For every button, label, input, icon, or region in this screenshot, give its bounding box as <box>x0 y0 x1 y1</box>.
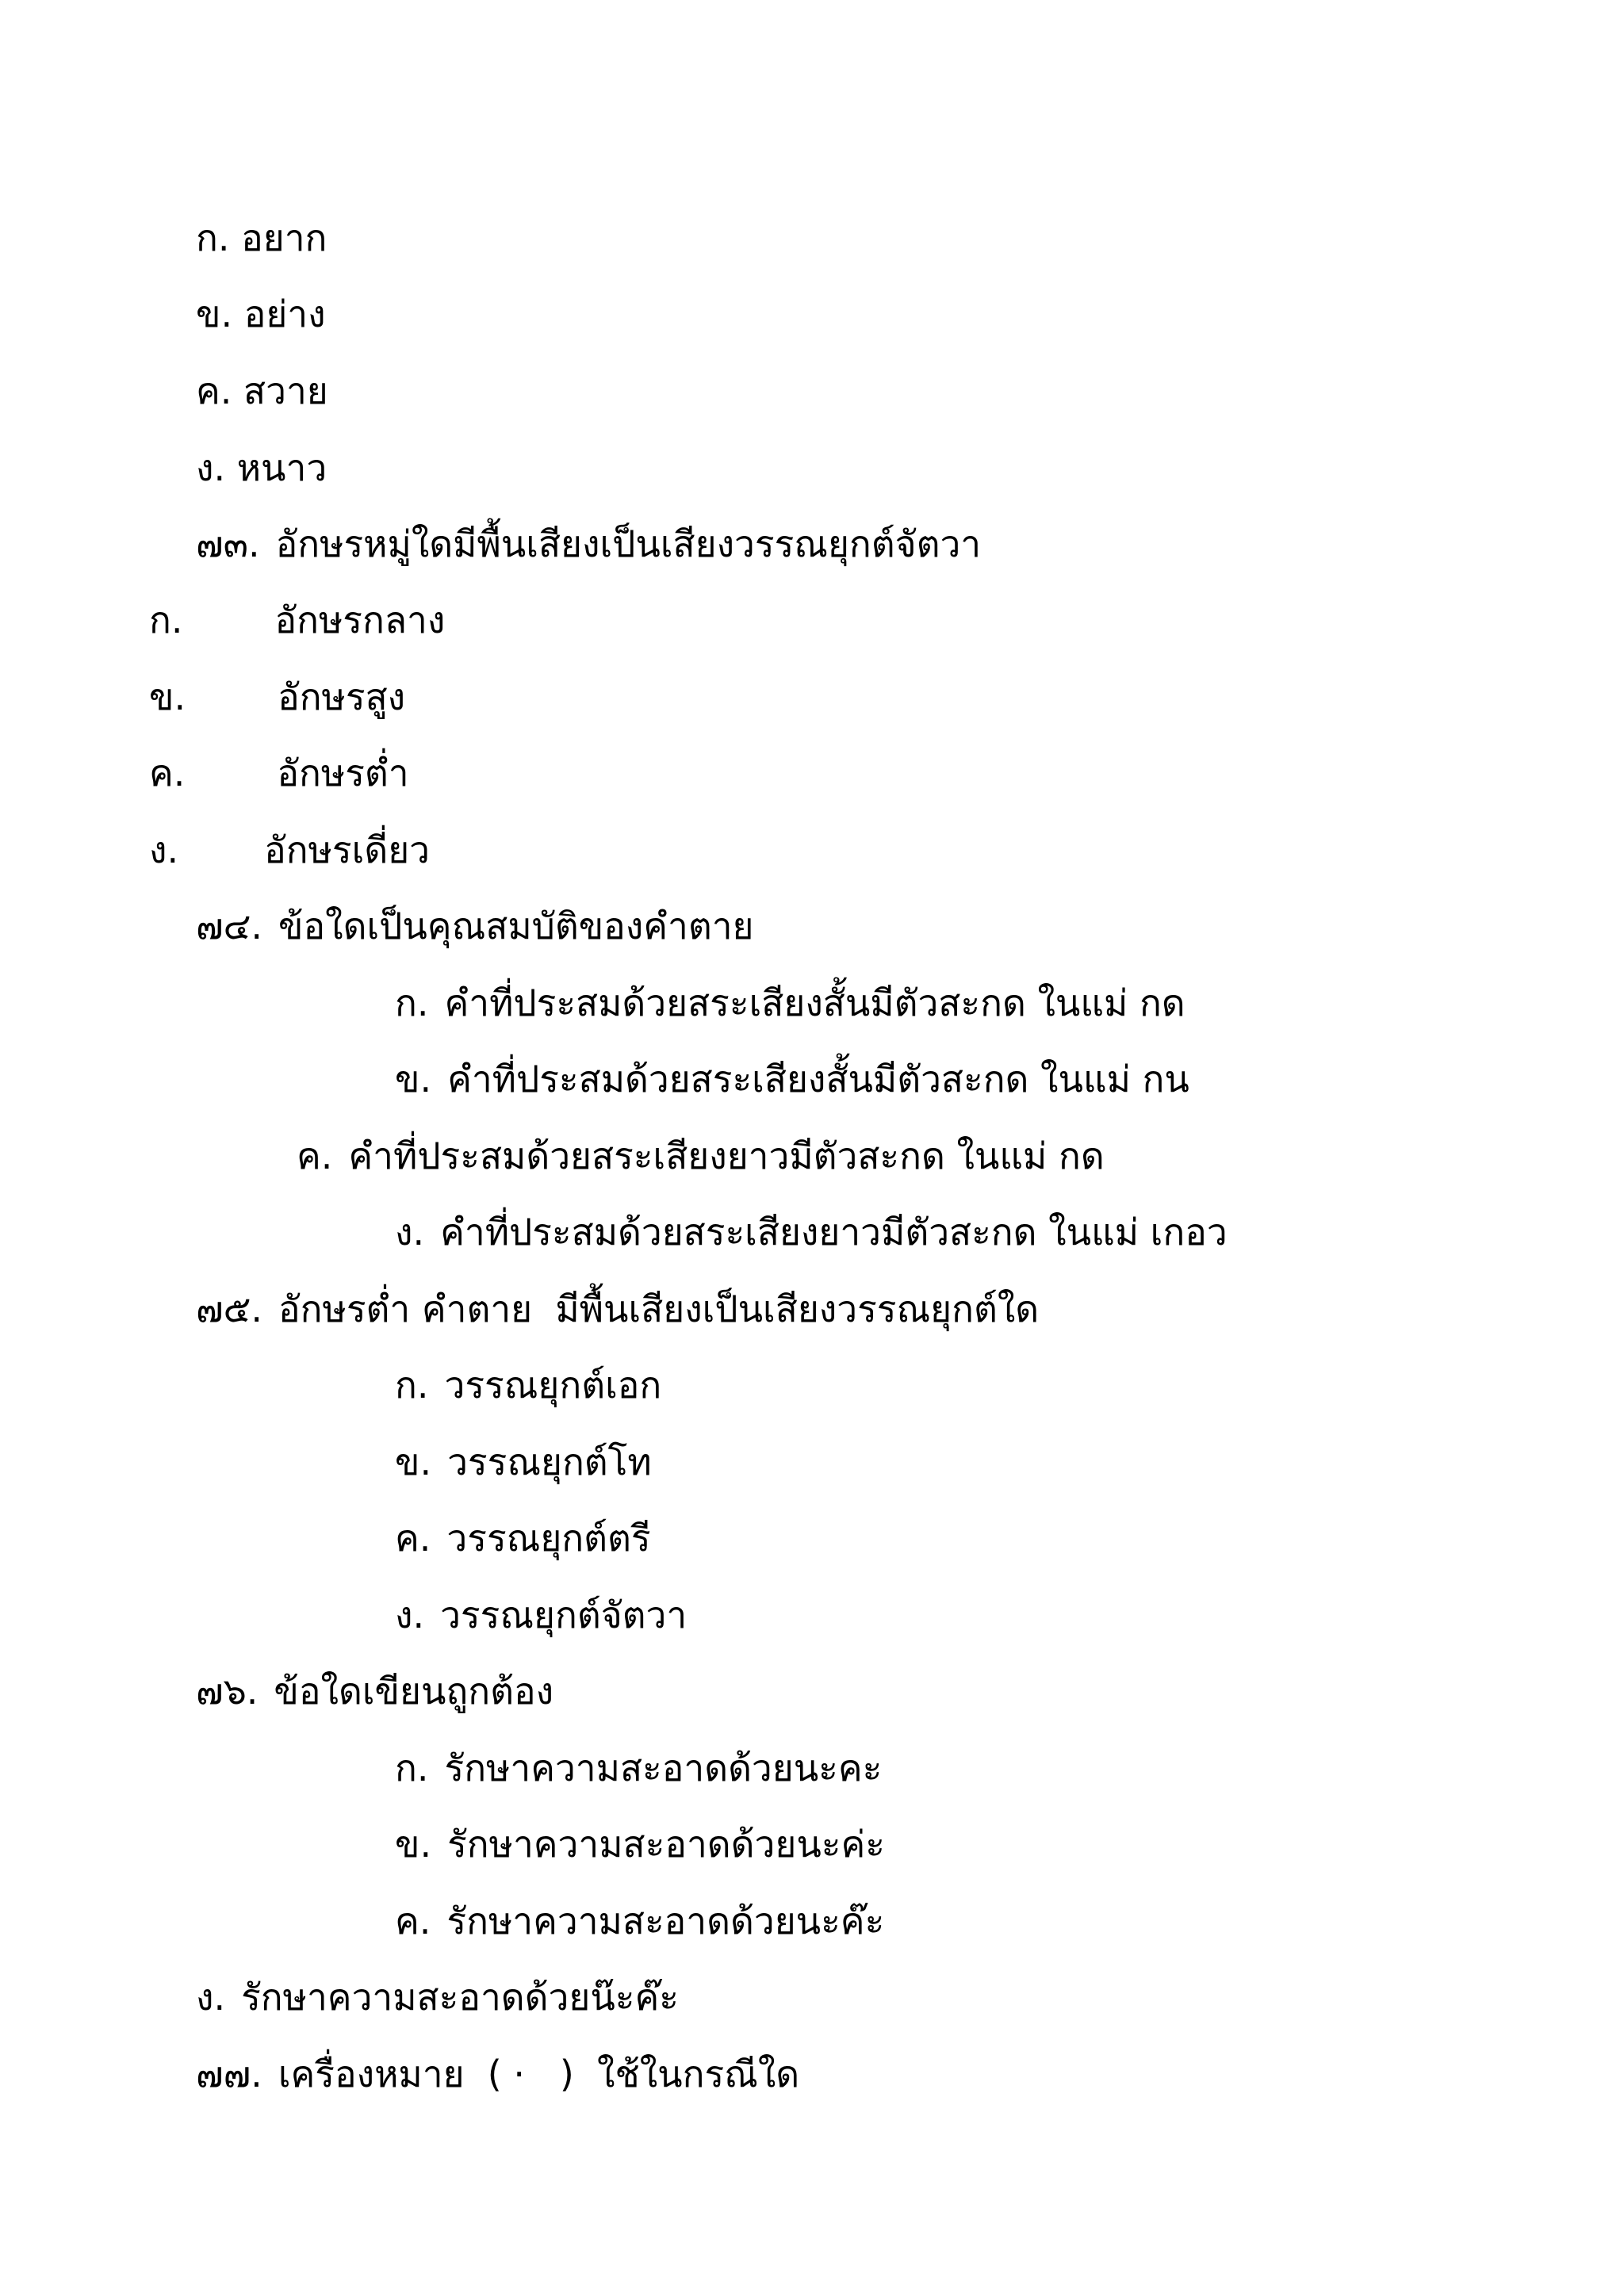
option-marker: ข. <box>395 1441 432 1483</box>
option-text: หนาว <box>236 446 327 489</box>
option-marker: ค. <box>196 369 232 412</box>
question-text: เครื่องหมาย ( · ) ใช้ในกรณีใด <box>278 2053 800 2095</box>
question-number: ๗๔. <box>196 905 263 947</box>
option-marker: ก. <box>395 1747 429 1789</box>
option-text: สวาย <box>243 369 328 412</box>
q76-option-b <box>395 1820 885 1868</box>
q72-option-a <box>196 214 327 262</box>
option-marker: ค. <box>297 1135 333 1177</box>
q77-question <box>196 2050 799 2098</box>
question-text: ข้อใดเป็นคุณสมบัติของคำตาย <box>278 905 754 947</box>
q73-option-d <box>149 826 430 874</box>
option-text: อักษรเดี่ยว <box>264 828 430 871</box>
option-marker: ก. <box>196 216 230 259</box>
option-text: คำที่ประสมด้วยสระเสียงสั้นมีตัวสะกด ในแม่ กด <box>444 982 1185 1024</box>
option-marker: ข. <box>395 1823 432 1866</box>
question-number: ๗๖. <box>196 1670 259 1712</box>
q72-option-d <box>196 444 327 492</box>
option-marker: ง. <box>395 1594 425 1636</box>
question-number: ๗๗. <box>196 2053 262 2095</box>
option-text: วรรณยุกต์โท <box>447 1441 652 1483</box>
q72-option-b <box>196 290 326 338</box>
question-text: อักษรหมู่ใดมีพื้นเสียงเป็นเสียงวรรณยุกต์จัตวา <box>275 522 982 565</box>
option-text: รักษาความสะอาดด้วยน๊ะค๊ะ <box>241 1976 679 2019</box>
q73-option-b <box>149 673 405 721</box>
option-text: รักษาความสะอาดด้วยนะค่ะ <box>447 1823 885 1866</box>
q73-option-c <box>149 749 409 797</box>
q75-option-b <box>395 1438 652 1486</box>
option-text: อย่าง <box>243 293 326 335</box>
option-marker: ค. <box>395 1900 431 1942</box>
option-text: วรรณยุกต์ตรี <box>446 1517 651 1559</box>
option-marker: ง. <box>149 828 179 871</box>
option-marker: ก. <box>149 599 183 641</box>
question-text: ข้อใดเขียนถูกต้อง <box>274 1670 554 1712</box>
option-marker: ง. <box>395 1211 425 1253</box>
question-number: ๗๓. <box>196 522 260 565</box>
q74-option-d <box>395 1208 1228 1256</box>
q75-option-a <box>395 1361 661 1409</box>
q74-option-c <box>297 1132 1105 1180</box>
q75-question <box>196 1285 1039 1333</box>
question-text: อักษรต่ำ คำตาย มีพื้นเสียงเป็นเสียงวรรณยุกต์ใด <box>278 1288 1040 1330</box>
q76-question <box>196 1667 553 1715</box>
q73-question <box>196 520 981 568</box>
option-text: รักษาความสะอาดด้วยนะคะ <box>444 1747 883 1789</box>
option-marker: ก. <box>395 982 429 1024</box>
option-text: คำที่ประสมด้วยสระเสียงยาวมีตัวสะกด ในแม่ กด <box>348 1135 1105 1177</box>
option-text: อักษรสูง <box>278 675 406 718</box>
option-text: รักษาความสะอาดด้วยนะค๊ะ <box>446 1900 885 1942</box>
option-marker: ก. <box>395 1364 429 1406</box>
option-marker: ข. <box>196 293 233 335</box>
option-marker: ข. <box>149 675 186 718</box>
option-text: คำที่ประสมด้วยสระเสียงสั้นมีตัวสะกด ในแม่ กน <box>447 1058 1189 1100</box>
q74-option-b <box>395 1055 1189 1103</box>
q73-option-a <box>149 596 445 644</box>
q75-option-d <box>395 1591 687 1639</box>
option-marker: ง. <box>196 446 226 489</box>
option-text: อักษรกลาง <box>274 599 446 641</box>
option-marker: ง. <box>196 1976 226 2019</box>
option-marker: ข. <box>395 1058 432 1100</box>
option-text: วรรณยุกต์จัตวา <box>440 1594 688 1636</box>
q72-option-c <box>196 367 328 415</box>
option-marker: ค. <box>395 1517 431 1559</box>
q76-option-a <box>395 1744 882 1792</box>
option-text: อักษรต่ำ <box>277 752 409 794</box>
option-text: อยาก <box>241 216 327 259</box>
q74-option-a <box>395 979 1185 1027</box>
q74-question <box>196 902 754 950</box>
option-text: คำที่ประสมด้วยสระเสียงยาวมีตัวสะกด ในแม่ เกอว <box>440 1211 1228 1253</box>
option-marker: ค. <box>149 752 186 794</box>
q76-option-d <box>196 1973 679 2021</box>
q76-option-c <box>395 1897 884 1945</box>
q75-option-c <box>395 1514 651 1562</box>
option-text: วรรณยุกต์เอก <box>444 1364 662 1406</box>
question-number: ๗๕. <box>196 1288 263 1330</box>
